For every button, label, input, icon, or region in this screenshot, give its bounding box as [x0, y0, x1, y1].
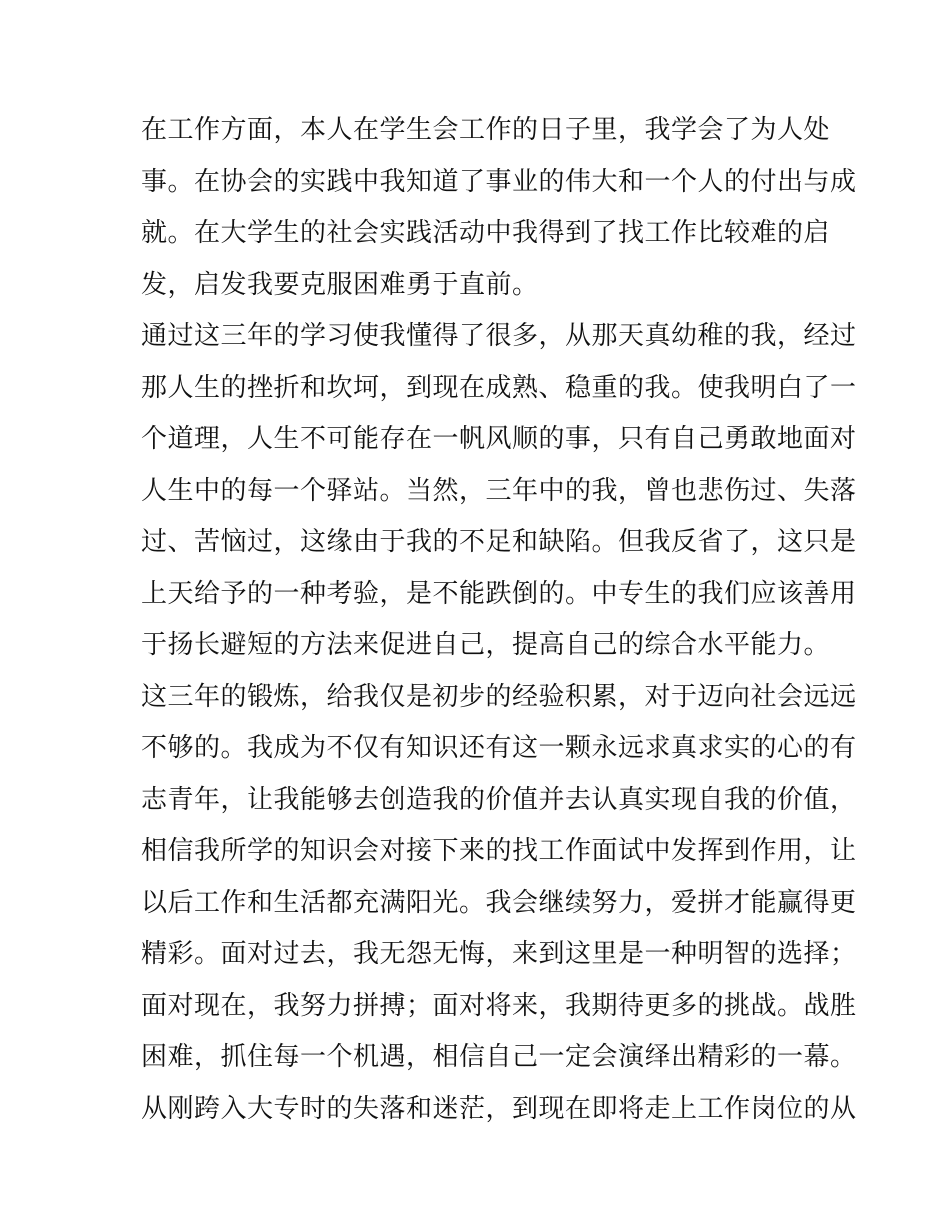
text-line: 困难，抓住每一个机遇，相信自己一定会演绎出精彩的一幕。	[141, 1042, 857, 1072]
body-text	[141, 105, 857, 1135]
text-line: 以后工作和生活都充满阳光。我会继续努力，爱拼才能赢得更	[141, 887, 857, 918]
text-line: 在工作方面，本人在学生会工作的日子里，我学会了为人处	[141, 115, 831, 145]
text-line: 志青年，让我能够去创造我的价值并去认真实现自我的价值，	[141, 784, 857, 815]
text-line: 那人生的挫折和坎坷，到现在成熟、稳重的我。使我明白了一	[141, 372, 857, 403]
text-line: 人生中的每一个驿站。当然，三年中的我，曾也悲伤过、失落	[141, 475, 857, 506]
text-line: 从刚跨入大专时的失落和迷茫，到现在即将走上工作岗位的从	[141, 1093, 857, 1124]
text-line: 过、苦恼过，这缘由于我的不足和缺陷。但我反省了，这只是	[141, 527, 857, 557]
text-line: 相信我所学的知识会对接下来的找工作面试中发挥到作用，让	[141, 836, 857, 866]
text-line: 通过这三年的学习使我懂得了很多，从那天真幼稚的我，经过	[141, 321, 857, 351]
text-line: 于扬长避短的方法来促进自己，提高自己的综合水平能力。	[141, 630, 831, 660]
text-line: 个道理，人生不可能存在一帆风顺的事，只有自己勇敢地面对	[141, 424, 857, 454]
text-line: 就。在大学生的社会实践活动中我得到了找工作比较难的启	[141, 218, 831, 248]
text-line: 不够的。我成为不仅有知识还有这一颗永远求真求实的心的有	[141, 733, 857, 763]
text-line: 面对现在，我努力拼搏；面对将来，我期待更多的挑战。战胜	[141, 990, 857, 1021]
text-line: 发，启发我要克服困难勇于直前。	[141, 269, 539, 300]
text-line: 事。在协会的实践中我知道了事业的伟大和一个人的付出与成	[141, 166, 857, 197]
text-line: 上天给予的一种考验，是不能跌倒的。中专生的我们应该善用	[141, 578, 857, 609]
text-line: 这三年的锻炼，给我仅是初步的经验积累，对于迈向社会远远	[141, 681, 857, 712]
text-line: 精彩。面对过去，我无怨无悔，来到这里是一种明智的选择；	[141, 939, 857, 969]
